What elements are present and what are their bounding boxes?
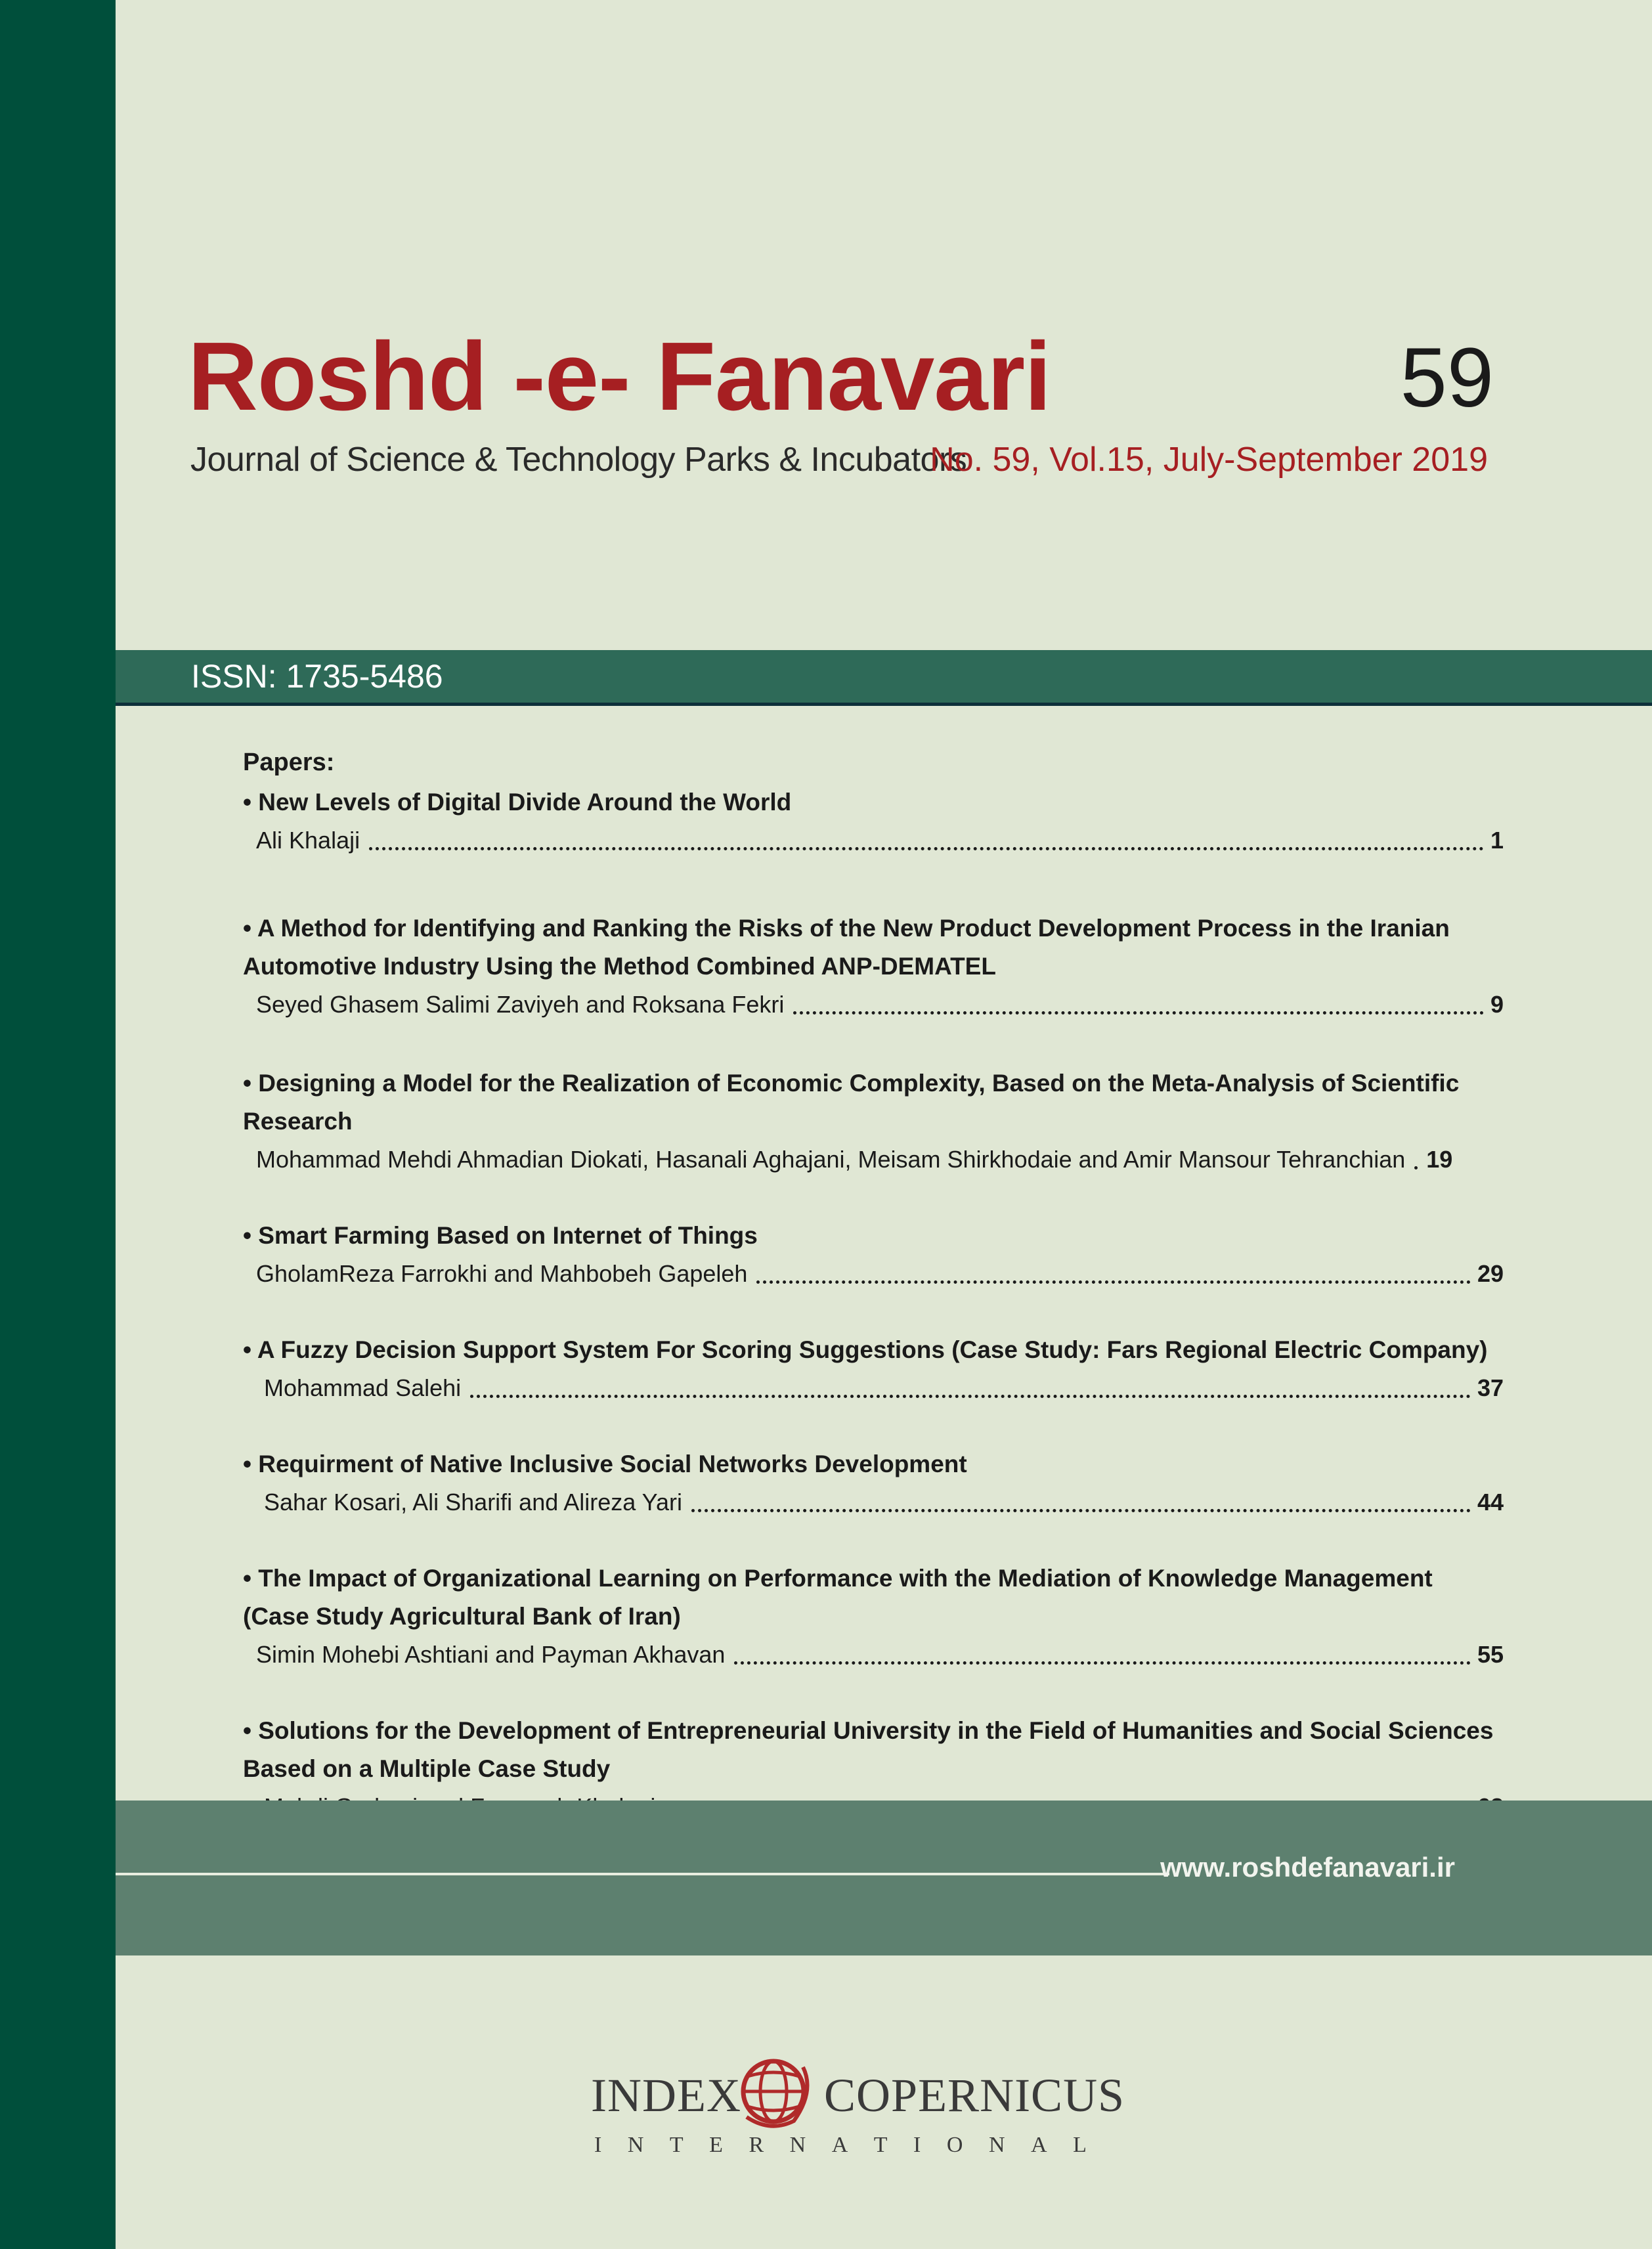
cover-spine [0, 0, 116, 2249]
toc-entry [243, 1217, 1504, 1293]
paper-authors: Mohammad Mehdi Ahmadian Diokati, Hasanali Aghajani, Meisam Shirkhodaie and Amir Mansour Tehranchian [256, 1146, 1406, 1173]
leader-dots [470, 1395, 1471, 1398]
toc-entry [243, 1560, 1504, 1674]
journal-title: Roshd -e- Fanavari [188, 322, 1051, 431]
page-number: 9 [1490, 991, 1504, 1018]
paper-authors: Simin Mohebi Ashtiani and Payman Akhavan [256, 1641, 726, 1668]
issue-info: No. 59, Vol.15, July-September 2019 [930, 441, 1488, 479]
paper-title: • Solutions for the Development of Entrepreneurial University in the Field of Humanities and Social Sciences Based on a Multiple Case Study [243, 1717, 1494, 1782]
paper-title: • New Levels of Digital Divide Around the World [243, 789, 792, 816]
paper-title: • Requirment of Native Inclusive Social Networks Development [243, 1451, 967, 1477]
page-number: 37 [1477, 1374, 1504, 1401]
toc-entry [243, 1445, 1504, 1521]
paper-title: • A Method for Identifying and Ranking the Risks of the New Product Development Process in the Iranian Automotive Industry Using the Method Combined ANP-DEMATEL [243, 915, 1450, 980]
footer-rule [116, 1873, 1169, 1875]
website-link[interactable]: www.roshdefanavari.ir [1160, 1852, 1455, 1883]
leader-dots [734, 1661, 1471, 1665]
issue-number: 59 [1400, 331, 1494, 425]
paper-title: • The Impact of Organizational Learning on Performance with the Mediation of Knowledge Management (Case Study Agricultural Bank of Iran) [243, 1565, 1433, 1630]
toc-entry [243, 1331, 1504, 1407]
toc-entry [243, 909, 1504, 1024]
paper-authors: GholamReza Farrokhi and Mahbobeh Gapeleh [256, 1260, 748, 1287]
page-number: 19 [1426, 1146, 1453, 1173]
journal-subtitle: Journal of Science & Technology Parks & Incubators [190, 441, 967, 479]
leader-dots [691, 1509, 1471, 1512]
toc-entry [243, 1064, 1504, 1179]
leader-dots [793, 1011, 1484, 1015]
paper-authors: Mohammad Salehi [264, 1374, 462, 1401]
page-number: 44 [1477, 1489, 1504, 1516]
logo-tagline: I N T E R N A T I O N A L [594, 2133, 1087, 2157]
footer-band [116, 1801, 1652, 1955]
toc-heading: Papers: [243, 749, 335, 776]
logo-word-index: INDEX [591, 2069, 741, 2122]
paper-authors: Seyed Ghasem Salimi Zaviyeh and Roksana Fekri [256, 991, 785, 1018]
logo-word-copernicus: COPERNICUS [824, 2069, 1125, 2122]
issn-band [116, 650, 1652, 706]
table-of-contents [243, 749, 1504, 1826]
paper-title: • Designing a Model for the Realization of Economic Complexity, Based on the Meta-Analysis of Scientific Research [243, 1070, 1460, 1135]
leader-dots [756, 1280, 1471, 1284]
paper-authors: Sahar Kosari, Ali Sharifi and Alireza Yari [264, 1489, 682, 1516]
paper-authors: Ali Khalaji [256, 827, 360, 854]
page-number: 29 [1477, 1260, 1504, 1287]
leader-dots [369, 847, 1484, 850]
globe-icon [731, 2049, 816, 2134]
page-number: 1 [1490, 827, 1504, 854]
paper-title: • A Fuzzy Decision Support System For Scoring Suggestions (Case Study: Fars Regional Electric Company) [243, 1336, 1488, 1363]
toc-entry [243, 783, 1504, 860]
paper-title: • Smart Farming Based on Internet of Things [243, 1222, 758, 1249]
leader-dots [1414, 1166, 1420, 1169]
page-number: 55 [1477, 1641, 1504, 1668]
index-copernicus-logo [591, 2049, 1125, 2160]
issn: ISSN: 1735-5486 [191, 658, 443, 695]
